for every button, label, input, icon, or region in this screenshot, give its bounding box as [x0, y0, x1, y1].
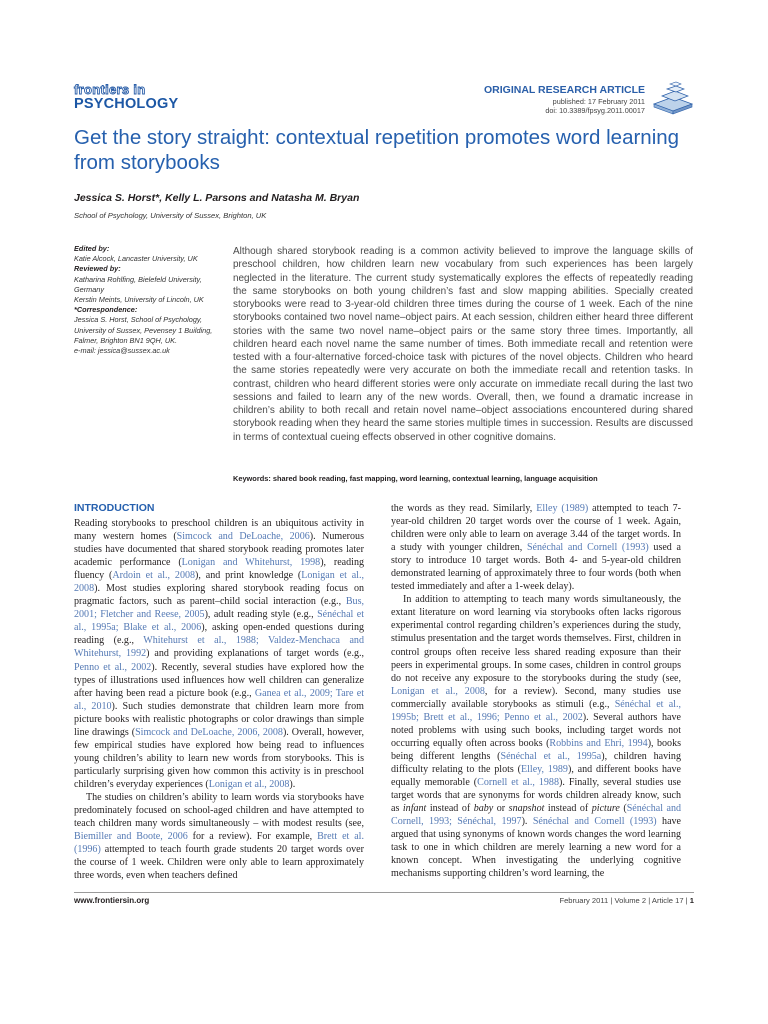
emphasized-term: snapshot [508, 803, 545, 815]
body-column-right [391, 502, 681, 880]
doi: doi: 10.3389/fpsyg.2011.00017 [545, 106, 645, 115]
issue-info: February 2011 | Volume 2 | Article 17 | [559, 896, 688, 905]
editor: Katie Alcock, Lancaster University, UK [74, 254, 198, 264]
citation-link[interactable]: Lonigan et al., 2008 [74, 570, 365, 595]
publication-info [545, 97, 645, 115]
citation-link[interactable]: Ardoin et al., 2008 [112, 570, 196, 582]
body-text: ), and print knowledge ( [195, 570, 302, 582]
reviewer: Kerstin Meints, University of Lincoln, UK [74, 295, 204, 305]
citation-link[interactable]: Elley (1989) [536, 503, 589, 514]
citation-link[interactable]: Lonigan et al., 2008 [208, 778, 290, 790]
body-text: for a review). For example, [187, 831, 318, 843]
body-text: attempted to teach 7-year-old children 20 target words over the course of 1 week. Again, children were only able to learn on average 3.44 of the target words. In a study with younger children, [391, 503, 682, 554]
section-heading-introduction: INTRODUCTION [74, 502, 155, 514]
body-text: ). Several authors have noted problems with using such books, including target words not occurring equally often across books ( [391, 711, 681, 749]
body-column-left [74, 502, 364, 882]
body-text: ). Recently, several studies have explored how the types of illustrations used influences how well children can generalize after having been read a picture book (e.g., [74, 661, 364, 699]
citation-link[interactable]: Cornell et al., 1988 [477, 776, 559, 788]
body-text: ). Most studies exploring shared storybook reading focus on pragmatic factors, such as parent–child social interaction (e.g., [74, 583, 364, 608]
citation-link[interactable]: Sénéchal and Cornell (1993) [532, 816, 657, 828]
body-text: or [493, 803, 509, 815]
body-paragraph [391, 502, 681, 593]
body-text: ), adult reading style (e.g., [204, 609, 318, 621]
body-text: ). Such studies demonstrate that children learn more from picture books with realistic photographs or color drawings than simple line drawings ( [74, 700, 364, 738]
body-text: ). [521, 816, 533, 828]
published-date: published: 17 February 2011 [552, 97, 645, 106]
body-text: ( [619, 803, 627, 815]
journal-logo-top: frontiers in [74, 82, 146, 97]
journal-logo-name: PSYCHOLOGY [74, 96, 179, 112]
body-text: ), asking open-ended questions during reading (e.g., [74, 622, 364, 647]
citation-link[interactable]: Biemiller and Boote, 2006 [74, 831, 188, 843]
body-text: ), books being different lengths ( [391, 737, 681, 762]
citation-link[interactable]: Simcock and DeLoache, 2006, 2008 [135, 726, 283, 738]
citation-link[interactable]: Sénéchal and Cornell, 1993; Sénéchal, 1997 [391, 803, 681, 828]
body-text: , for a review). Second, many studies use commercially available storybooks as stimuli (e.g., [391, 685, 682, 710]
body-text: ). Overall, however, few empirical studies have explored how being read to influences young children’s ability to learn new words from storybooks. This is particularly surprising given how common this activity is in preschool children’s everyday experiences ( [74, 726, 364, 790]
citation-link[interactable]: Simcock and DeLoache, 2006 [176, 531, 310, 543]
citation-link[interactable]: Lonigan and Whitehurst, 1998 [181, 557, 321, 569]
body-text: ). Numerous studies have documented that shared storybook reading promotes later academic performance ( [74, 531, 364, 569]
citation-link[interactable]: Sénéchal et al., 1995a [500, 750, 602, 762]
citation-link[interactable]: Lonigan et al., 2008 [391, 685, 485, 697]
page-number: 1 [689, 896, 694, 905]
edited-by-label: Edited by: [74, 244, 110, 253]
reviewed-by-label: Reviewed by: [74, 264, 121, 274]
body-paragraph [391, 593, 681, 880]
footer-issue-info [559, 896, 694, 905]
journal-logo [74, 84, 178, 112]
emphasized-term: infant [402, 803, 427, 815]
citation-link[interactable]: Brett et al. (1996) [74, 831, 364, 856]
body-text: instead of [426, 803, 474, 815]
body-text: ). Finally, several studies use target words that are synonyms for words children already know, such as [391, 776, 681, 815]
citation-link[interactable]: Ganea et al., 2009; Tare et al., 2010 [74, 687, 364, 712]
body-text: Reading storybooks to preschool children is an ubiquitous activity in many western homes ( [74, 518, 364, 543]
citation-link[interactable]: Whitehurst et al., 1988; Valdez-Menchaca and Whitehurst, 1992 [74, 635, 364, 660]
citation-link[interactable]: Bus, 2001; Fletcher and Reese, 2005 [74, 596, 364, 621]
citation-link[interactable]: Elley, 1989 [520, 763, 568, 775]
citation-link[interactable]: Sénéchal et al., 1995b; Brett et al., 1996; Penno et al., 2002 [391, 698, 681, 723]
article-title: Get the story straight: contextual repetition promotes word learning from storybooks [74, 126, 680, 174]
citation-link[interactable]: Robbins and Ehri, 1994 [549, 737, 648, 749]
emphasized-term: picture [591, 803, 620, 815]
body-text: ), reading fluency ( [74, 557, 364, 582]
correspondence-address: Jessica S. Horst, School of Psychology, University of Sussex, Pevensey 1 Building, Falmer, Brighton BN1 9QH, UK. [74, 315, 213, 345]
correspondence-email[interactable]: e-mail: jessica@sussex.ac.uk [74, 346, 170, 356]
citation-link[interactable]: Sénéchal et al., 1995a; Blake et al., 2006 [74, 609, 364, 634]
body-paragraph [74, 517, 364, 791]
author-list: Jessica S. Horst*, Kelly L. Parsons and Natasha M. Bryan [74, 192, 360, 204]
body-text: The studies on children’s ability to learn words via storybooks have predominately focused on school-aged children and have attempted to teach children many words simultaneously – with modest results (see, [74, 791, 364, 830]
citation-link[interactable]: Penno et al., 2002 [74, 661, 152, 673]
body-text: In addition to attempting to teach many words simultaneously, the extant literature on word learning via storybooks often lacks rigorous experimental control regarding children’s experiences during the study, stimulus presentation and the target words themselves. First, children in control groups often receive less shared reading exposure than their peers in experimental groups. In some cases, children in control groups do not receive any exposure to the storybooks during the study (see, [391, 594, 681, 684]
correspondence-label: *Correspondence: [74, 305, 138, 315]
body-text: ). [289, 778, 296, 790]
footer-divider [74, 892, 694, 893]
keywords: Keywords: shared book reading, fast mapping, word learning, contextual learning, language acquisition [233, 474, 598, 483]
body-text: instead of [544, 803, 592, 815]
body-text: used a story to introduce 10 target words. Both 4- and 5-year-old children demonstrated learning of approximately three to four words (both when tested immediately and after a 1-week delay). [391, 542, 681, 593]
emphasized-term: baby [473, 803, 494, 815]
open-access-stack-icon [650, 78, 696, 116]
body-text: ), children having difficulty relating to the plots ( [391, 750, 681, 775]
body-text: attempted to teach fourth grade students 20 target words over the course of 1 week. Children were only able to learn approximately three words, even when teachers defined [74, 844, 364, 882]
body-paragraph [74, 791, 364, 882]
body-text: ), and different books have equally memorable ( [391, 763, 681, 788]
body-text: ) and providing explanations of target words (e.g., [146, 648, 364, 660]
body-text: the words as they read. Similarly, [391, 503, 537, 514]
footer-website[interactable]: www.frontiersin.org [74, 896, 150, 905]
affiliation: School of Psychology, University of Sussex, Brighton, UK [74, 211, 267, 220]
reviewer: Katharina Rohlfing, Bielefeld University, Germany [74, 274, 202, 294]
body-text: have argued that using synonyms of known words changes the word learning task to one in which children are merely learning a new word for a known concept. When investigating the underlying cognitive mechanisms supporting children’s word learning, the [391, 816, 682, 880]
editorial-sidebar [74, 244, 224, 356]
citation-link[interactable]: Sénéchal and Cornell (1993) [526, 542, 649, 554]
abstract: Although shared storybook reading is a common activity believed to improve the language skills of preschool children, how children learn new vocabulary from such experiences has been largely neglected in the literature. The current study systematically explores the effects of repeatedly reading the same storybooks on both young children’s fast and slow mapping abilities. Specially created storybooks were read to 3-year-old children three times during the course of 1 week. Each of the nine storybooks contained two novel name–object pairs. At each session, children either heard three different stories with the same two novel name–object pairs or the same story three times. Importantly, all children heard each novel name the same number of times. Both immediate recall and retention were tested with a four-alternative forced-choice task with pictures of the novel objects. Children who heard the same stories repeatedly were very accurate on both the immediate recall and retention tasks. In contrast, children who heard different stories were only accurate on immediate recall during the last two sessions and failed to learn any of the new words. Overall, then, we found a dramatic increase in children’s ability to both recall and retain novel name–object associations encountered during shared storybook reading when they heard the same stories multiple times in succession. Results are discussed in terms of contextual cueing effects observed in other cognitive domains. [233, 246, 693, 443]
article-type: ORIGINAL RESEARCH ARTICLE [483, 84, 645, 96]
